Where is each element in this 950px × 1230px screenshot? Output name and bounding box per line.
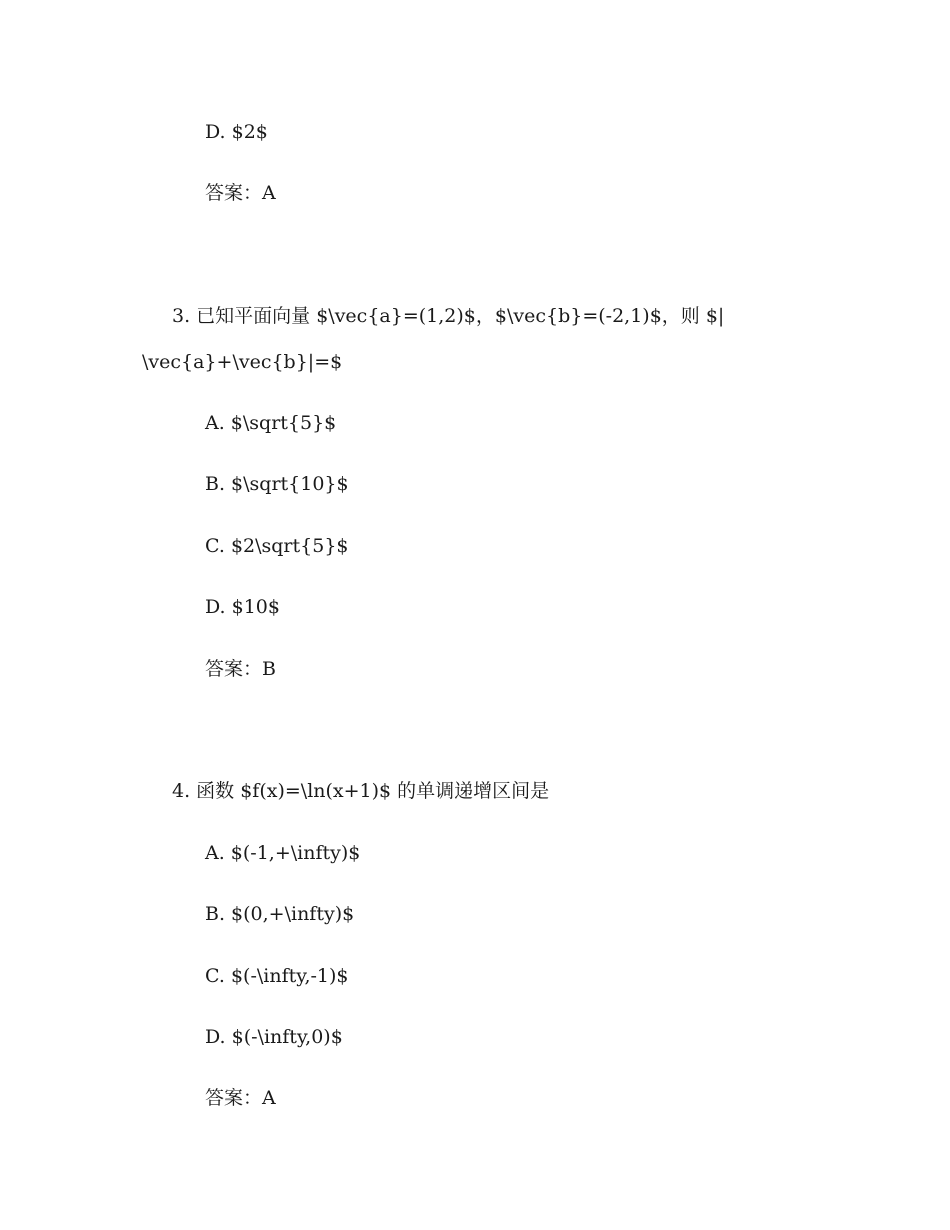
q4-answer: 答案：A xyxy=(205,1087,276,1109)
q4-option-d: D. $(-\infty,0)$ xyxy=(205,1026,343,1048)
q4-stem: 4. 函数 $f(x)=\ln(x+1)$ 的单调递增区间是 xyxy=(172,780,550,802)
q3-option-d: D. $10$ xyxy=(205,596,280,618)
q4-option-c: C. $(-\infty,-1)$ xyxy=(205,965,349,987)
q3-stem-line2: \vec{a}+\vec{b}|=$ xyxy=(142,351,343,373)
q3-answer: 答案：B xyxy=(205,658,276,680)
q3-stem-line1: 3. 已知平面向量 $\vec{a}=(1,2)$，$\vec{b}=(-2,1)$，则 $| xyxy=(172,305,725,327)
q2-answer: 答案：A xyxy=(205,182,276,204)
q3-option-b: B. $\sqrt{10}$ xyxy=(205,473,349,495)
q4-option-a: A. $(-1,+\infty)$ xyxy=(205,842,361,864)
q2-option-d: D. $2$ xyxy=(205,121,268,143)
q3-option-a: A. $\sqrt{5}$ xyxy=(205,412,337,434)
q4-option-b: B. $(0,+\infty)$ xyxy=(205,903,355,925)
q3-option-c: C. $2\sqrt{5}$ xyxy=(205,535,349,557)
